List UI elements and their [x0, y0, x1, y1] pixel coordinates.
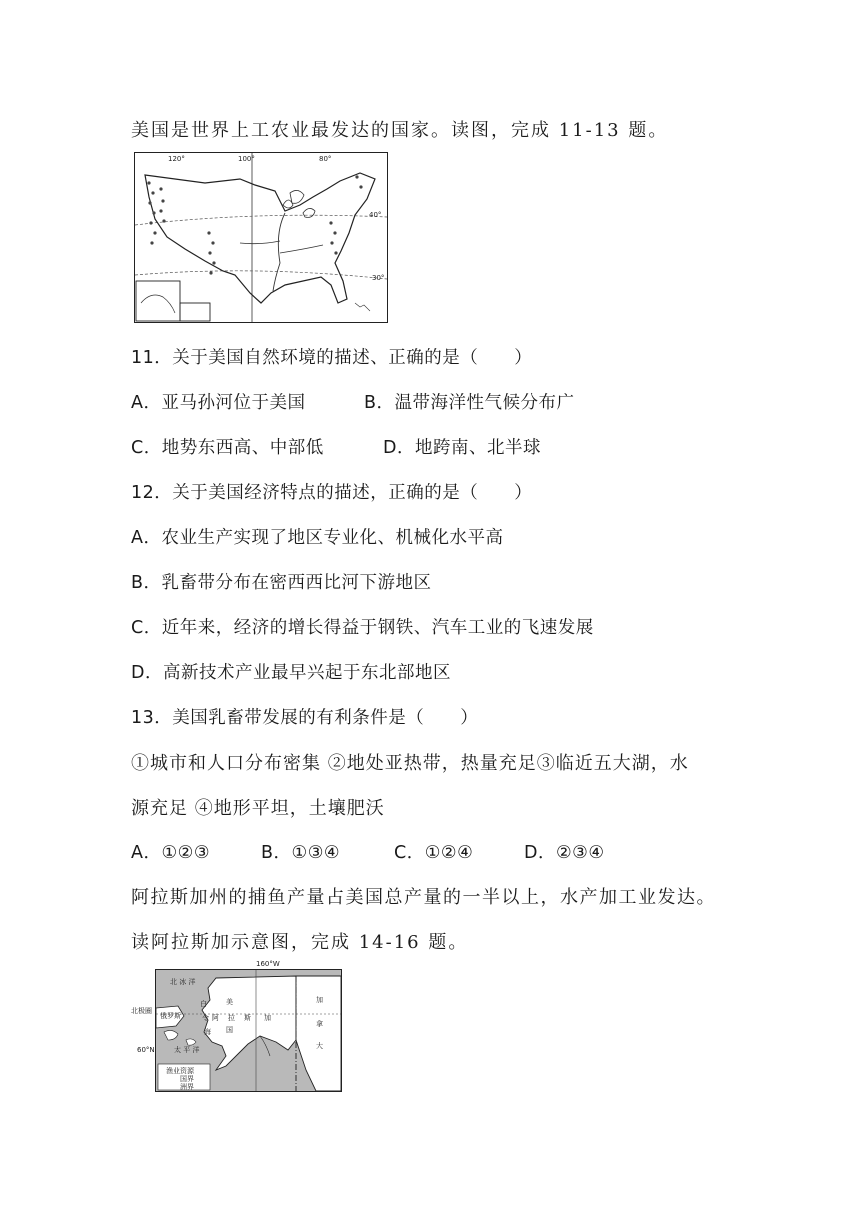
- map2-hai: 海: [204, 1028, 211, 1036]
- map1-label-40: 40°: [369, 211, 382, 219]
- map2-pacific: 太 平 洋: [174, 1046, 200, 1054]
- map1-label-120: 120°: [168, 155, 185, 163]
- map2-arctic-circle-label: 北极圈: [131, 1007, 152, 1015]
- map2-russia: 俄罗斯: [160, 1012, 181, 1020]
- q13-stem: 13．美国乳畜带发展的有利条件是（ ）: [131, 708, 479, 728]
- map1-label-30: 30°: [372, 274, 385, 282]
- map2-la: 拉: [228, 1014, 235, 1022]
- map2-a: 阿: [212, 1014, 219, 1022]
- map2-lin: 令: [202, 1014, 209, 1022]
- map2-mei: 美: [226, 998, 233, 1006]
- map2-guo: 国: [226, 1026, 233, 1034]
- q11-option-b[interactable]: B．温带海洋性气候分布广: [364, 393, 575, 413]
- map2-jia: 加: [264, 1014, 271, 1022]
- alaska-map: [155, 969, 342, 1092]
- map2-canada-1: 加: [316, 996, 323, 1004]
- q13-options: [131, 839, 605, 864]
- intro-text-2-line2: 读阿拉斯加示意图，完成 14-16 题。: [131, 932, 469, 953]
- q12-option-a[interactable]: A．农业生产实现了地区专业化、机械化水平高: [131, 528, 504, 548]
- map2-longitude-label: 160°W: [256, 960, 280, 968]
- q11-option-a[interactable]: A．亚马孙河位于美国: [131, 393, 306, 413]
- map1-label-80: 80°: [319, 155, 332, 163]
- q13-option-c[interactable]: C．①②④: [394, 843, 474, 863]
- alaska-map-drawing: [156, 970, 341, 1091]
- q13-conditions-line1: ①城市和人口分布密集 ②地处亚热带，热量充足③临近五大湖，水: [131, 753, 689, 774]
- map2-latitude-label: 60°N: [137, 1046, 155, 1054]
- q13-option-b[interactable]: B．①③④: [261, 843, 341, 863]
- map2-arctic-ocean: 北 冰 洋: [170, 978, 196, 986]
- usa-map-drawing: [135, 153, 387, 322]
- q13-option-d[interactable]: D．②③④: [524, 843, 605, 863]
- q13-conditions-line2: 源充足 ④地形平坦，土壤肥沃: [131, 798, 385, 819]
- q11-stem: 11．关于美国自然环境的描述、正确的是（ ）: [131, 348, 533, 368]
- intro-text-1: 美国是世界上工农业最发达的国家。读图，完成 11-13 题。: [131, 120, 669, 141]
- map2-si: 斯: [244, 1014, 251, 1022]
- q12-option-b[interactable]: B．乳畜带分布在密西西比河下游地区: [131, 573, 432, 593]
- map2-legend-border: 国界: [180, 1075, 194, 1083]
- q12-option-d[interactable]: D．高新技术产业最早兴起于东北部地区: [131, 663, 451, 683]
- q12-stem: 12．关于美国经济特点的描述，正确的是（ ）: [131, 483, 533, 503]
- q11-option-d[interactable]: D．地跨南、北半球: [383, 438, 541, 458]
- map2-legend-fishery: 渔业资源: [166, 1067, 194, 1075]
- map1-label-100: 100°: [238, 155, 255, 163]
- q12-option-c[interactable]: C．近年来，经济的增长得益于钢铁、汽车工业的飞速发展: [131, 618, 594, 638]
- map2-canada-2: 拿: [316, 1020, 323, 1028]
- intro-text-2-line1: 阿拉斯加州的捕鱼产量占美国总产量的一半以上，水产加工业发达。: [131, 887, 716, 908]
- map2-legend-continent: 洲界: [180, 1083, 194, 1091]
- q13-option-a[interactable]: A．①②③: [131, 843, 211, 863]
- usa-map: [134, 152, 388, 323]
- q11-options-cd: [131, 434, 541, 459]
- map2-canada-3: 大: [316, 1042, 323, 1050]
- q11-option-c[interactable]: C．地势东西高、中部低: [131, 438, 324, 458]
- q11-options-ab: [131, 389, 575, 414]
- map2-bai: 白: [200, 1000, 207, 1008]
